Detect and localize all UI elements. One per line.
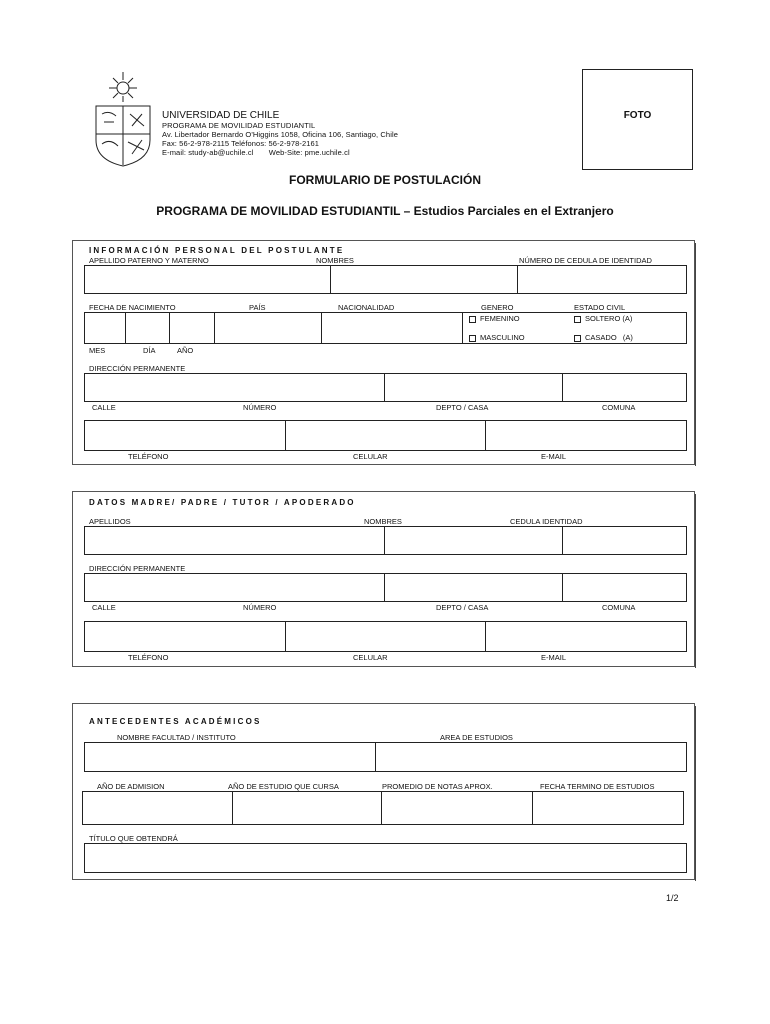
label-year: AÑO: [177, 346, 194, 355]
label-country: PAÍS: [249, 303, 266, 312]
parent-commune-field[interactable]: [562, 573, 687, 602]
male-label: MASCULINO: [480, 333, 525, 342]
names-field[interactable]: [330, 265, 518, 294]
label-parent-email: E-MAIL: [541, 653, 567, 662]
birth-day-field[interactable]: [125, 312, 170, 344]
form-subtitle: PROGRAMA DE MOVILIDAD ESTUDIANTIL – Estudios Parciales en el Extranjero: [156, 204, 614, 218]
photo-box: [582, 69, 693, 170]
label-surnames: APELLIDO PATERNO Y MATERNO: [89, 256, 209, 265]
label-id-number: NÚMERO DE CEDULA DE IDENTIDAD: [519, 256, 652, 265]
university-seal: [92, 70, 154, 170]
label-study-year: AÑO DE ESTUDIO QUE CURSA: [228, 782, 339, 791]
page-number: 1/2: [666, 893, 679, 903]
label-area: AREA DE ESTUDIOS: [440, 733, 513, 742]
parent-email-field[interactable]: [485, 621, 687, 652]
program-name: PROGRAMA DE MOVILIDAD ESTUDIANTIL: [162, 121, 316, 130]
area-field[interactable]: [375, 742, 687, 772]
parent-street-field[interactable]: [84, 573, 385, 602]
commune-field[interactable]: [562, 373, 687, 402]
label-gpa: PROMEDIO DE NOTAS APROX.: [382, 782, 493, 791]
id-number-field[interactable]: [517, 265, 687, 294]
label-parent-id: CEDULA IDENTIDAD: [510, 517, 583, 526]
surnames-field[interactable]: [84, 265, 331, 294]
option-male[interactable]: [469, 333, 525, 342]
end-date-field[interactable]: [532, 791, 684, 825]
label-birth-date: FECHA DE NACIMIENTO: [89, 303, 176, 312]
label-parent-number: NÚMERO: [243, 603, 277, 612]
parent-names-field[interactable]: [384, 526, 563, 555]
label-parent-commune: COMUNA: [602, 603, 636, 612]
label-day: DÍA: [143, 346, 156, 355]
label-apt: DEPTO / CASA: [436, 403, 489, 412]
contact-line: Fax: 56-2-978-2115 Teléfonos: 56-2-978-2161: [162, 139, 320, 148]
label-civil-status: ESTADO CIVIL: [574, 303, 626, 312]
male-checkbox[interactable]: [469, 335, 476, 342]
single-label: SOLTERO (A): [585, 314, 633, 323]
female-checkbox[interactable]: [469, 316, 476, 323]
university-name: UNIVERSIDAD DE CHILE: [162, 110, 280, 121]
label-parent-phone: TELÉFONO: [128, 653, 169, 662]
label-street: CALLE: [92, 403, 116, 412]
country-field[interactable]: [214, 312, 322, 344]
street-field[interactable]: [84, 373, 385, 402]
degree-field[interactable]: [84, 843, 687, 873]
label-end-date: FECHA TERMINO DE ESTUDIOS: [540, 782, 655, 791]
label-phone: TELÉFONO: [128, 452, 169, 461]
parent-apt-field[interactable]: [384, 573, 563, 602]
married-label: CASADO (A): [585, 333, 633, 342]
admission-year-field[interactable]: [82, 791, 233, 825]
label-address: DIRECCIÓN PERMANENTE: [89, 364, 186, 373]
label-nationality: NACIONALIDAD: [338, 303, 395, 312]
parent-surnames-field[interactable]: [84, 526, 385, 555]
label-number: NÚMERO: [243, 403, 277, 412]
single-checkbox[interactable]: [574, 316, 581, 323]
form-title: FORMULARIO DE POSTULACIÓN: [289, 173, 481, 187]
label-parent-surnames: APELLIDOS: [89, 517, 131, 526]
photo-label: FOTO: [623, 110, 652, 121]
label-mobile: CELULAR: [353, 452, 388, 461]
label-admission-year: AÑO DE ADMISION: [97, 782, 165, 791]
address-line: Av. Libertador Bernardo O'Higgins 1058, Oficina 106, Santiago, Chile: [162, 130, 399, 139]
married-checkbox[interactable]: [574, 335, 581, 342]
birth-month-field[interactable]: [84, 312, 126, 344]
label-commune: COMUNA: [602, 403, 636, 412]
label-names: NOMBRES: [316, 256, 354, 265]
label-parent-names: NOMBRES: [364, 517, 402, 526]
study-year-field[interactable]: [232, 791, 382, 825]
faculty-field[interactable]: [84, 742, 376, 772]
option-female[interactable]: [469, 314, 520, 323]
apt-field[interactable]: [384, 373, 563, 402]
label-gender: GENERO: [481, 303, 514, 312]
email-field[interactable]: [485, 420, 687, 451]
label-email: E-MAIL: [541, 452, 567, 461]
label-parent-mobile: CELULAR: [353, 653, 388, 662]
gpa-field[interactable]: [381, 791, 533, 825]
parents-section-title: DATOS MADRE/ PADRE / TUTOR / APODERADO: [89, 498, 356, 507]
phone-field[interactable]: [84, 420, 286, 451]
nationality-field[interactable]: [321, 312, 463, 344]
female-label: FEMENINO: [480, 314, 520, 323]
option-single[interactable]: [574, 314, 632, 323]
web-line: E-mail: study-ab@uchile.cl Web-Site: pme.uchile.cl: [162, 148, 350, 157]
label-parent-street: CALLE: [92, 603, 116, 612]
label-degree: TÍTULO QUE OBTENDRÁ: [89, 834, 178, 843]
personal-section-title: INFORMACIÓN PERSONAL DEL POSTULANTE: [89, 246, 345, 255]
label-parent-address: DIRECCIÓN PERMANENTE: [89, 564, 186, 573]
parent-id-field[interactable]: [562, 526, 687, 555]
label-parent-apt: DEPTO / CASA: [436, 603, 489, 612]
label-faculty: NOMBRE FACULTAD / INSTITUTO: [117, 733, 236, 742]
label-month: MES: [89, 346, 106, 355]
option-married[interactable]: [574, 333, 633, 342]
parent-phone-field[interactable]: [84, 621, 286, 652]
academic-section-title: ANTECEDENTES ACADÉMICOS: [89, 717, 262, 726]
mobile-field[interactable]: [285, 420, 486, 451]
birth-year-field[interactable]: [169, 312, 215, 344]
parent-mobile-field[interactable]: [285, 621, 486, 652]
